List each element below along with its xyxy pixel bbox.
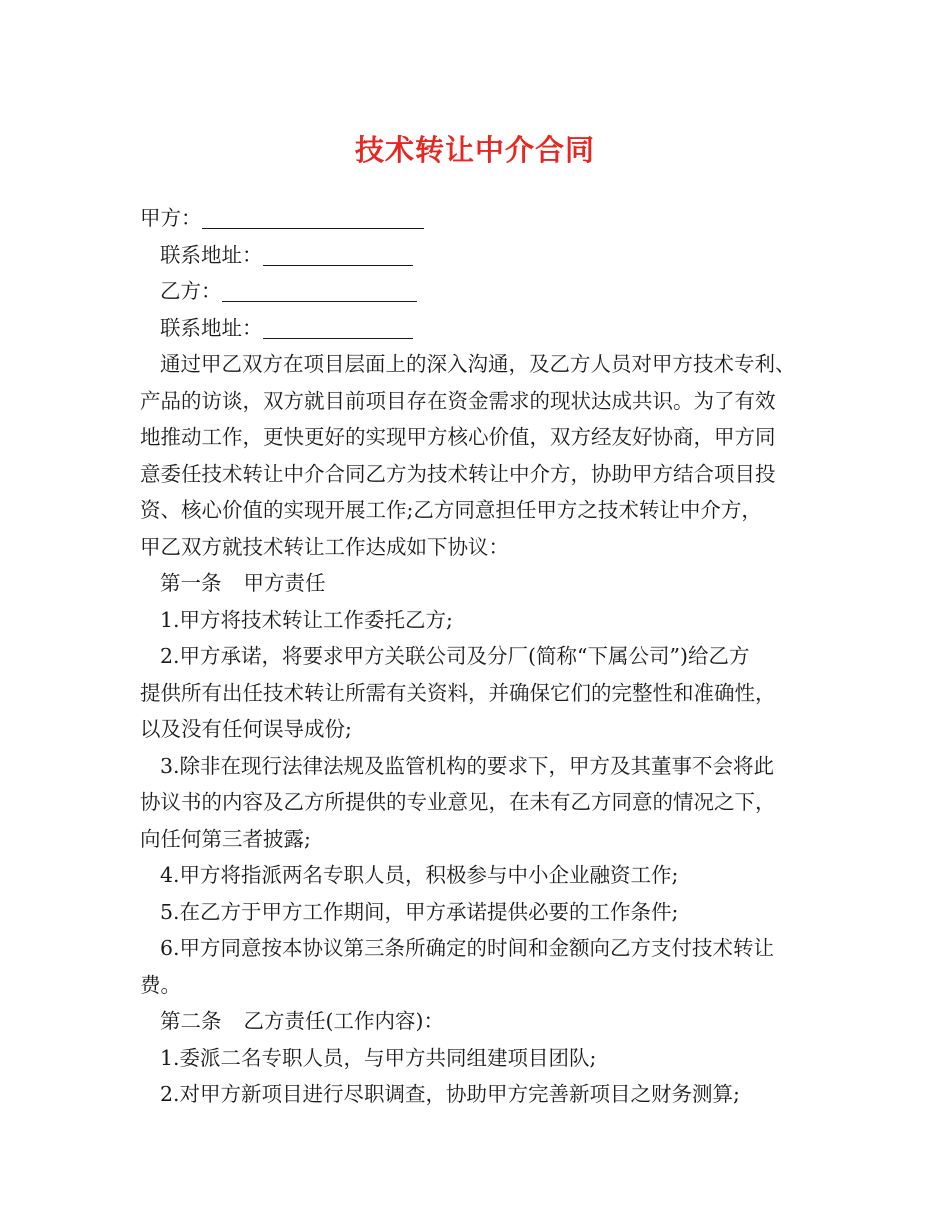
article-1-title: 甲方责任 — [243, 571, 326, 595]
preamble-line: 意委任技术转让中介合同乙方为技术转让中介方，协助甲方结合项目投 — [140, 461, 776, 486]
preamble-line: 产品的访谈，双方就目前项目存在资金需求的现状达成共识。为了有效 — [140, 388, 776, 413]
party-a-address-blank — [263, 241, 413, 266]
article-2-item: 2.对甲方新项目进行尽职调查，协助甲方完善新项目之财务测算; — [160, 1082, 740, 1106]
preamble-line: 资、核心价值的实现开展工作;乙方同意担任甲方之技术转让中介方， — [140, 498, 762, 522]
preamble-line: 甲乙双方就技术转让工作达成如下协议： — [140, 534, 509, 559]
article-1-number: 第一条 — [160, 571, 222, 595]
party-a-line — [140, 200, 830, 237]
preamble-line: 地推动工作，更快更好的实现甲方核心价值，双方经友好协商，甲方同 — [140, 425, 776, 449]
document-title: 技术转让中介合同 — [354, 133, 595, 167]
article-2-heading — [140, 1003, 830, 1040]
article-1-item — [140, 930, 830, 1003]
party-b-blank — [222, 277, 417, 302]
preamble-paragraph — [140, 346, 830, 565]
item-line: 提供所有出任技术转让所需有关资料，并确保它们的完整性和准确性， — [140, 680, 776, 705]
party-b-label: 乙方： — [160, 279, 222, 303]
article-2-title: 乙方责任(工作内容)： — [243, 1009, 444, 1033]
party-a-blank — [202, 204, 424, 229]
party-a-address-label: 联系地址： — [160, 242, 263, 267]
party-b-address-blank — [263, 314, 413, 339]
party-b-address-line — [140, 310, 830, 347]
article-1-item: 4.甲方将指派两名专职人员，积极参与中小企业融资工作; — [160, 863, 679, 887]
item-line: 协议书的内容及乙方所提供的专业意见，在未有乙方同意的情况之下， — [140, 790, 776, 814]
item-line: 2.甲方承诺，将要求甲方关联公司及分厂(简称“下属公司”)给乙方 — [160, 644, 750, 668]
item-line: 3.除非在现行法律法规及监管机构的要求下，甲方及其董事不会将此 — [160, 753, 775, 778]
item-line: 6.甲方同意按本协议第三条所确定的时间和金额向乙方支付技术转让 — [160, 936, 775, 960]
article-1-item — [140, 748, 830, 858]
article-2-number: 第二条 — [160, 1009, 222, 1033]
article-2-item: 1.委派二名专职人员，与甲方共同组建项目团队; — [160, 1045, 597, 1070]
item-line: 以及没有任何误导成份; — [140, 717, 352, 741]
item-line: 费。 — [140, 972, 181, 997]
article-1-item — [140, 638, 830, 748]
preamble-line: 通过甲乙双方在项目层面上的深入沟通，及乙方人员对甲方技术专利、 — [160, 352, 796, 376]
article-1-item: 1.甲方将技术转让工作委托乙方; — [160, 607, 453, 632]
document-body — [140, 200, 830, 1113]
party-a-address-line — [140, 237, 830, 274]
party-b-address-label: 联系地址： — [160, 315, 263, 340]
article-1-item: 5.在乙方于甲方工作期间，甲方承诺提供必要的工作条件; — [160, 899, 679, 924]
party-b-line — [140, 273, 830, 310]
item-line: 向任何第三者披露; — [140, 826, 311, 851]
article-1-heading — [140, 565, 830, 602]
party-a-label: 甲方： — [140, 206, 202, 230]
